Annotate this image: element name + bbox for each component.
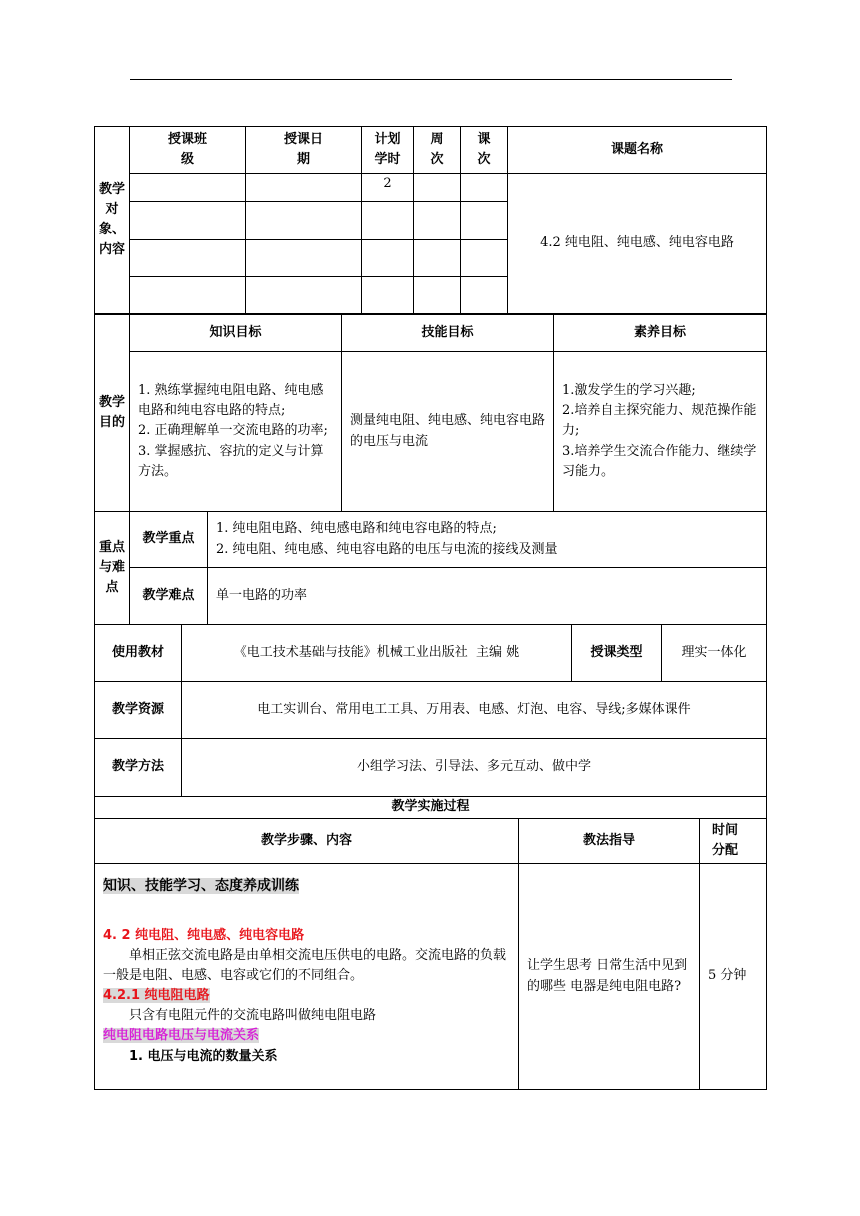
time-value: 5 分钟: [700, 864, 767, 1090]
focus-label: 教学重点: [130, 512, 208, 568]
key-points-label: 重点与难点: [95, 512, 130, 625]
magenta-heading-text: 纯电阻电路电压与电流关系: [103, 1028, 260, 1044]
focus-item: 1. 纯电阻电路、纯电感电路和纯电容电路的特点;: [216, 521, 497, 537]
magenta-heading: [103, 1026, 510, 1046]
empty-cell: [414, 277, 461, 314]
lesson-type-label: 授课类型: [572, 625, 662, 682]
empty-cell: [362, 202, 414, 240]
empty-cell: [246, 277, 362, 314]
teaching-object-label: 教学对象、内容: [95, 127, 130, 314]
skill-header: 技能目标: [342, 315, 554, 352]
empty-cell: [130, 277, 246, 314]
textbook-value: 《电工技术基础与技能》机械工业出版社 主编 姚: [182, 625, 572, 682]
time-header: 时间分配: [700, 819, 767, 864]
focus-list: [208, 512, 767, 568]
empty-cell: [362, 277, 414, 314]
skill-text: 测量纯电阻、纯电感、纯电容电路的电压与电流: [342, 352, 554, 512]
teaching-object-table: [94, 126, 767, 314]
literacy-item: 1.激发学生的学习兴趣;: [562, 383, 696, 399]
guide-header: 教法指导: [519, 819, 700, 864]
hours-header: 计划学时: [362, 127, 414, 174]
paragraph-resistor: 只含有电阻元件的交流电路叫做纯电阻电路: [129, 1008, 377, 1024]
empty-cell: [461, 240, 508, 277]
focus-item: 2. 纯电阻、纯电感、纯电容电路的电压与电流的接线及测量: [216, 541, 558, 557]
week-cell: [414, 174, 461, 202]
sub-heading-resistor: [103, 986, 510, 1006]
knowledge-list: [130, 352, 342, 512]
hours-value: 2: [362, 174, 414, 202]
empty-cell: [130, 202, 246, 240]
steps-header: 教学步骤、内容: [95, 819, 519, 864]
method-label: 教学方法: [95, 739, 182, 797]
objectives-label: 教学目的: [95, 315, 130, 512]
resources-value: 电工实训台、常用电工工具、万用表、电感、灯泡、电容、导线;多媒体课件: [182, 682, 767, 739]
difficulty-label: 教学难点: [130, 568, 208, 625]
date-header: 授课日期: [246, 127, 362, 174]
topic-value: 4.2 纯电阻、纯电感、纯电容电路: [508, 174, 767, 314]
literacy-item: 2.培养自主探究能力、规范操作能力;: [562, 403, 757, 439]
sub-heading: 4. 2 纯电阻、纯电感、纯电容电路: [103, 927, 305, 943]
empty-cell: [246, 240, 362, 277]
section-heading-text: 知识、技能学习、态度养成训练: [103, 878, 299, 894]
empty-cell: [130, 240, 246, 277]
objectives-table: [94, 314, 767, 512]
class-header: 授课班级: [130, 127, 246, 174]
knowledge-header: 知识目标: [130, 315, 342, 352]
lesson-cell: [461, 174, 508, 202]
resources-table: [94, 681, 767, 797]
steps-content: [95, 864, 519, 1090]
paragraph-intro: 单相正弦交流电路是由单相交流电压供电的电路。交流电路的负载一般是电阻、电感、电容或它们的不同组合。: [103, 947, 507, 983]
section-heading: [103, 876, 510, 898]
literacy-list: [554, 352, 767, 512]
header-rule: [130, 79, 732, 80]
empty-cell: [414, 202, 461, 240]
knowledge-item: 1. 熟练掌握纯电阻电路、纯电感电路和纯电容电路的特点;: [138, 383, 324, 419]
date-cell: [246, 174, 362, 202]
method-value: 小组学习法、引导法、多元互动、做中学: [182, 739, 767, 797]
sub-heading-resistor-text: 4.2.1 纯电阻电路: [103, 988, 210, 1004]
guide-text: 让学生思考 日常生活中见到的哪些 电器是纯电阻电路?: [519, 864, 700, 1090]
textbook-table: [94, 624, 767, 682]
empty-cell: [461, 277, 508, 314]
empty-cell: [414, 240, 461, 277]
process-table: [94, 796, 767, 1090]
week-header: 周次: [414, 127, 461, 174]
empty-cell: [362, 240, 414, 277]
knowledge-item: 3. 掌握感抗、容抗的定义与计算方法。: [138, 443, 324, 479]
literacy-item: 3.培养学生交流合作能力、继续学习能力。: [562, 443, 757, 479]
textbook-label: 使用教材: [95, 625, 182, 682]
difficulty-text: 单一电路的功率: [208, 568, 767, 625]
key-points-table: [94, 511, 767, 625]
topic-header: 课题名称: [508, 127, 767, 174]
lesson-type-value: 理实一体化: [662, 625, 767, 682]
process-title: 教学实施过程: [95, 797, 767, 819]
resources-label: 教学资源: [95, 682, 182, 739]
literacy-header: 素养目标: [554, 315, 767, 352]
empty-cell: [461, 202, 508, 240]
item-1: 1. 电压与电流的数量关系: [129, 1048, 278, 1064]
spacer: [103, 898, 510, 926]
knowledge-item: 2. 正确理解单一交流电路的功率;: [138, 423, 328, 439]
empty-cell: [246, 202, 362, 240]
class-cell: [130, 174, 246, 202]
lesson-header: 课次: [461, 127, 508, 174]
